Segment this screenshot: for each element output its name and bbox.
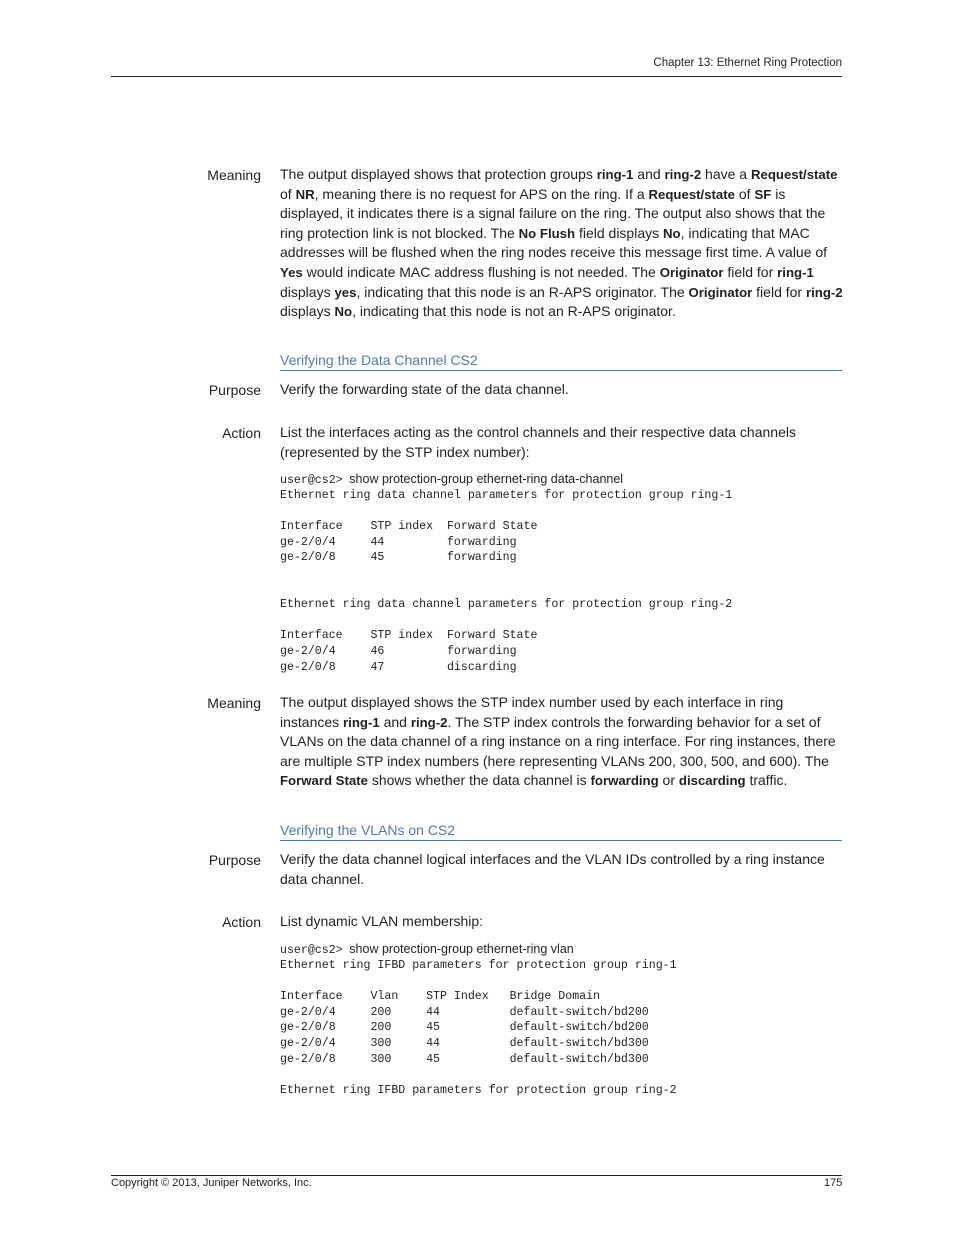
text-run: , indicating that this node is not an R-APS originator. [352,303,676,320]
page-number: 175 [824,1177,843,1189]
text-run: of [735,185,755,202]
purpose-paragraph: Verify the forwarding state of the data channel. [280,381,569,397]
inline-term: yes [334,284,357,300]
text-run: . The STP index controls the forwarding behavior for a set of VLANs on the data channel of a ring instance on a ring interface. For ring instances, there are multiple STP index numbers (here representing VLANs 200, 300, 500, and 600). The [280,713,836,769]
text-run: is displayed, it indicates there is a signal failure on the ring. The output also shows that the ring protection link is not blocked. The [280,185,826,241]
inline-term: NR [295,186,315,202]
text-run: have a [701,166,751,182]
inline-term: ring-2 [805,284,843,300]
text-run: , indicating that this node is an R-APS originator. The [356,283,689,300]
inline-term: ring-1 [777,264,814,280]
action-label: Action [222,425,261,441]
text-run: would indicate MAC address flushing is not needed. The [302,263,660,280]
footer-rule [111,1175,842,1176]
purpose-label: Purpose [208,852,261,868]
text-run: or [658,772,679,789]
inline-term: No [663,225,681,241]
inline-term: No Flush [518,225,576,241]
text-run: The output displayed shows that protection groups [280,166,597,182]
purpose-label: Purpose [208,382,261,398]
text-run: field displays [575,224,664,241]
cli-output: Ethernet ring data channel parameters for protection group ring-1 Interface STP index Forward State ge-2/0/4 44 forwarding ge-2/0/8 45 forwarding Ethernet ring data channel parameters for protection group ring-2 Interface STP index Forward State ge-2/0/4 46 forwarding ge-2/0/8 47 discarding [280,489,733,674]
meaning-label: Meaning [207,167,261,183]
text-run: , meaning there is no request for APS on the ring. If a [314,185,649,202]
inline-term: No [334,304,353,320]
running-header: Chapter 13: Ethernet Ring Protection [653,57,842,69]
text-run: shows whether the data channel is [367,772,591,789]
cli-command: show protection-group ethernet-ring vlan [349,942,574,956]
inline-term: forwarding [590,773,659,789]
text-run: and [633,166,665,182]
text-run: displays [280,283,335,300]
inline-term: Originator [688,284,753,300]
inline-term: Request/state [751,167,838,182]
inline-term: Forward State [280,773,368,789]
section-heading-data-channel: Verifying the Data Channel CS2 [280,352,842,371]
action-label: Action [222,914,261,930]
inline-term: Originator [659,264,724,280]
inline-term: Request/state [648,186,735,202]
command-line [280,941,574,959]
cli-prompt: user@cs2> [280,944,343,957]
meaning-paragraph [280,693,843,791]
copyright-notice: Copyright © 2013, Juniper Networks, Inc. [111,1177,312,1189]
cli-prompt: user@cs2> [280,474,343,487]
header-rule [111,76,842,77]
inline-term: SF [754,186,772,202]
inline-term: ring-2 [664,167,702,182]
cli-output: Ethernet ring IFBD parameters for protection group ring-1 Interface Vlan STP Index Bridge Domain ge-2/0/4 200 44 default-switch/bd200 ge-2/0/8 200 45 default-switch/bd200 ge-2/0/4 300 44 default-switch/bd300 ge-2/0/8 300 45 default-switch/bd300 Ethernet ring IFBD parameters for protection group ring-2 [280,959,677,1097]
inline-term: ring-2 [410,714,448,730]
inline-term: discarding [678,773,746,789]
inline-term: ring-1 [596,167,634,182]
inline-term: Yes [280,264,303,280]
action-paragraph: List the interfaces acting as the control channels and their respective data channels (represented by the STP index number): [280,424,796,460]
text-run: The output displayed shows the STP index number used by each interface in ring instances [280,694,784,730]
text-run: of [280,185,296,202]
meaning-label: Meaning [207,695,261,711]
text-run: field for [752,283,806,300]
purpose-paragraph: Verify the data channel logical interfaces and the VLAN IDs controlled by a ring instance data channel. [280,851,825,887]
meaning-paragraph [280,165,843,322]
command-line [280,471,623,489]
text-run: field for [723,263,778,280]
text-run: , indicating that MAC addresses will be flushed when the ring nodes receive this message first time. A value of [280,224,828,261]
section-heading-vlans: Verifying the VLANs on CS2 [280,822,842,841]
text-run: and [379,713,411,730]
inline-term: ring-1 [343,714,380,730]
text-run: displays [280,303,335,320]
cli-command: show protection-group ethernet-ring data-channel [349,472,624,486]
text-run: traffic. [745,772,788,789]
action-paragraph: List dynamic VLAN membership: [280,913,484,929]
